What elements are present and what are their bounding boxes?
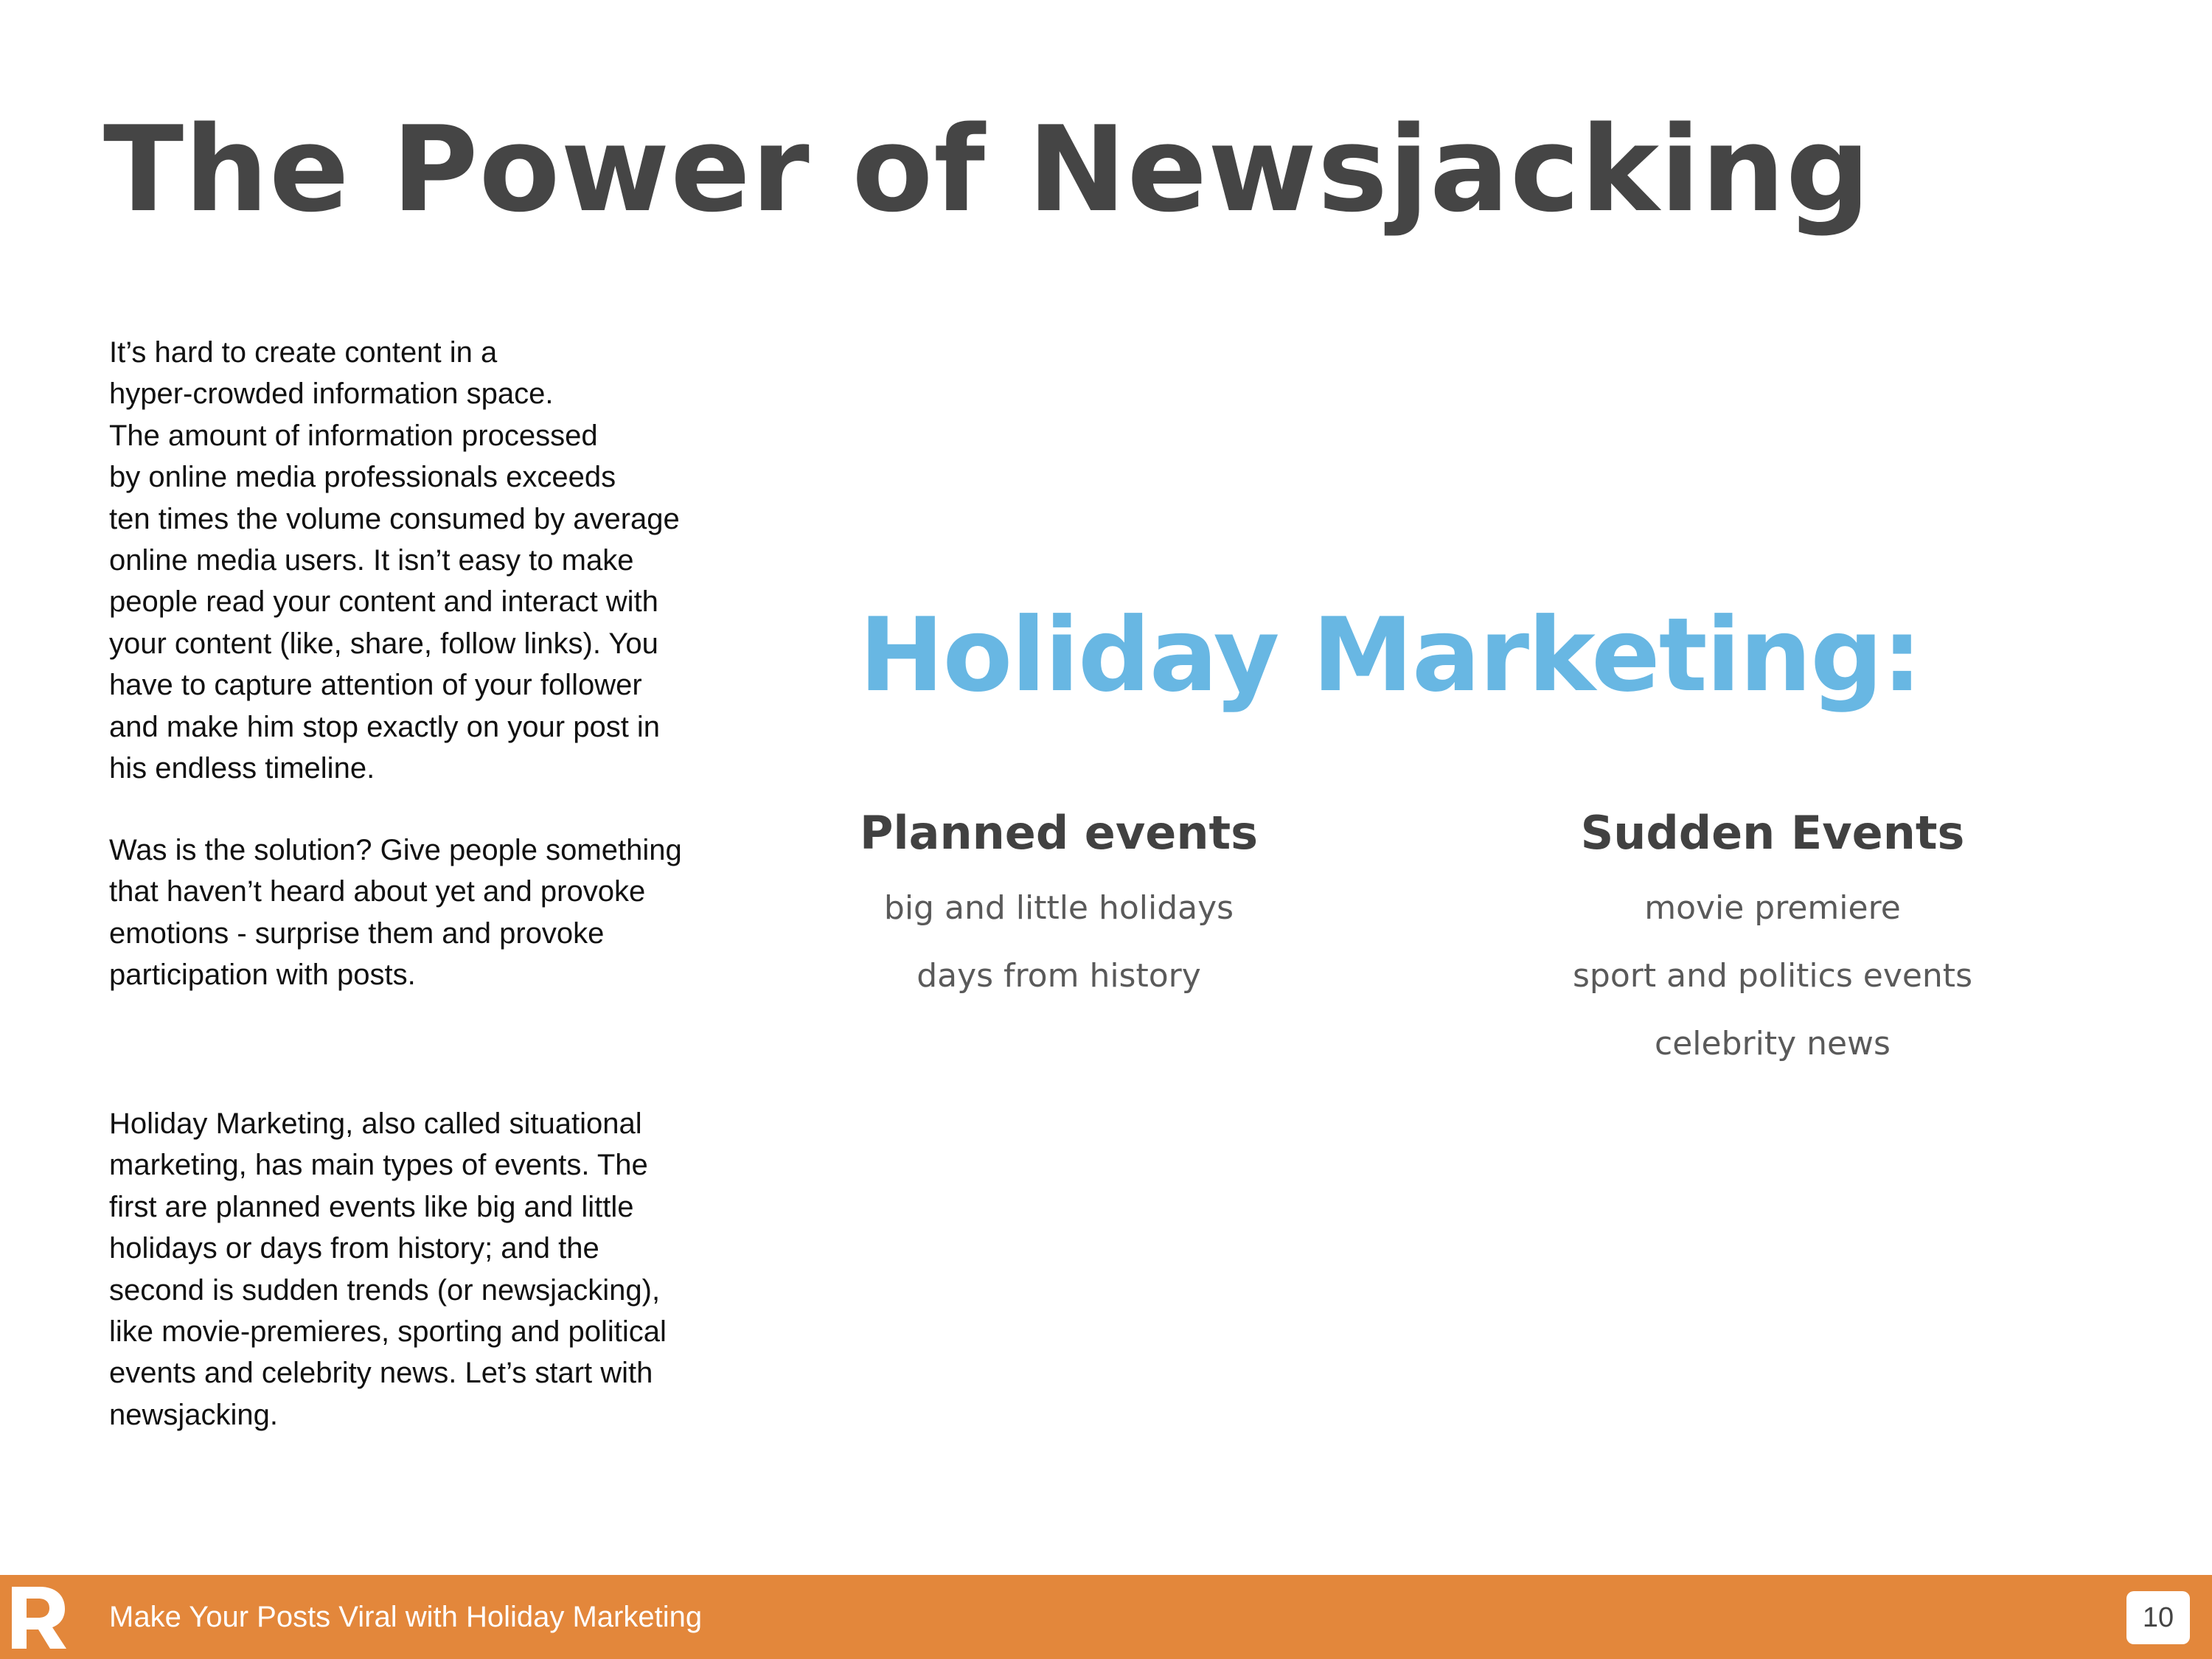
text-line: newsjacking. bbox=[109, 1398, 279, 1431]
text-line: have to capture attention of your follower bbox=[109, 669, 642, 702]
holiday-marketing-paragraph bbox=[109, 1103, 721, 1436]
footer-bar bbox=[0, 1575, 2212, 1659]
text-line: The amount of information processed bbox=[109, 419, 598, 452]
intro-paragraph bbox=[109, 332, 721, 789]
text-line: online media users. It isn’t easy to make bbox=[109, 544, 634, 577]
planned-event-item: days from history bbox=[917, 957, 1201, 995]
page-number-badge: 10 bbox=[2126, 1591, 2190, 1644]
text-line: second is sudden trends (or newsjacking), bbox=[109, 1273, 661, 1307]
sudden-event-item: celebrity news bbox=[1655, 1025, 1891, 1062]
text-line: by online media professionals exceeds bbox=[109, 461, 616, 494]
brand-logo-icon bbox=[9, 1587, 68, 1649]
sudden-event-item: movie premiere bbox=[1644, 889, 1901, 927]
planned-events-title: Planned events bbox=[859, 806, 1259, 860]
text-line: hyper-crowded information space. bbox=[109, 378, 554, 411]
text-line: marketing, has main types of events. The bbox=[109, 1149, 648, 1182]
holiday-marketing-heading: Holiday Marketing: bbox=[859, 596, 1921, 714]
page-title: The Power of Newsjacking bbox=[103, 100, 1871, 238]
planned-events-column bbox=[801, 804, 1317, 1010]
text-line: events and celebrity news. Let’s start with bbox=[109, 1357, 653, 1390]
text-line: Holiday Marketing, also called situational bbox=[109, 1107, 642, 1140]
text-line: and make him stop exactly on your post in bbox=[109, 710, 661, 743]
sudden-event-item: sport and politics events bbox=[1573, 957, 1972, 995]
text-line: that haven’t heard about yet and provoke bbox=[109, 875, 646, 908]
sudden-events-title: Sudden Events bbox=[1580, 806, 1965, 860]
text-line: emotions - surprise them and provoke bbox=[109, 917, 605, 950]
text-line: first are planned events like big and little bbox=[109, 1190, 634, 1223]
text-line: like movie-premieres, sporting and political bbox=[109, 1315, 667, 1349]
text-line: your content (like, share, follow links). You bbox=[109, 627, 658, 660]
solution-paragraph bbox=[109, 830, 721, 996]
text-line: people read your content and interact with bbox=[109, 585, 658, 619]
text-line: his endless timeline. bbox=[109, 752, 375, 785]
sudden-events-column bbox=[1514, 804, 2031, 1078]
text-line: participation with posts. bbox=[109, 959, 416, 992]
text-line: holidays or days from history; and the bbox=[109, 1232, 599, 1265]
footer-title: Make Your Posts Viral with Holiday Marketing bbox=[109, 1601, 703, 1633]
text-line: It’s hard to create content in a bbox=[109, 336, 498, 369]
planned-event-item: big and little holidays bbox=[883, 889, 1234, 927]
text-line: ten times the volume consumed by average bbox=[109, 502, 680, 535]
text-line: Was is the solution? Give people something bbox=[109, 834, 682, 866]
